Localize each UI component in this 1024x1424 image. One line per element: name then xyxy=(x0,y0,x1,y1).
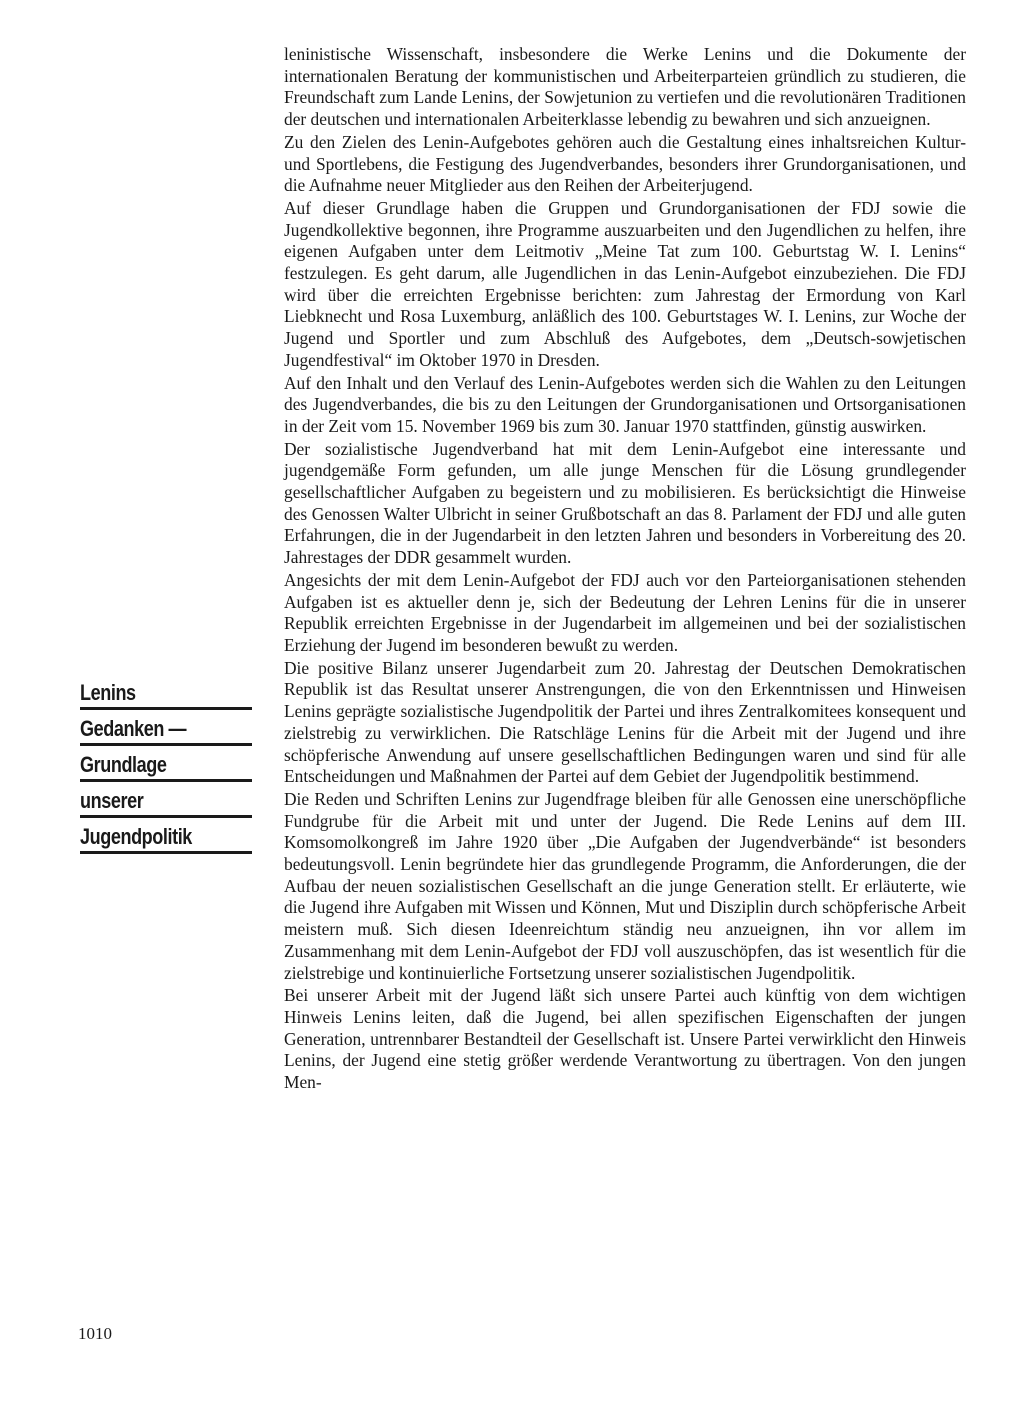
heading-line: Lenins xyxy=(80,680,136,705)
heading-rule xyxy=(80,815,252,818)
heading-line: Grundlage xyxy=(80,752,167,777)
heading-rule xyxy=(80,707,252,710)
heading-rule xyxy=(80,779,252,782)
main-text-column xyxy=(284,44,966,1095)
heading-rule xyxy=(80,743,252,746)
heading-line: Jugendpolitik xyxy=(80,824,192,849)
heading-line: Gedanken — xyxy=(80,716,187,741)
paragraph: Die positive Bilanz unserer Jugendarbeit zum 20. Jahrestag der Deutschen Demokratischen Republik ist das Resultat unserer Anstrengungen, die von den Erkenntnissen und Hinweisen Lenins geprägte sozialistische Jugendpolitik der Partei und ihres Zentralkomitees konsequent und zielstrebig zu verwirklichen. Die Ratschläge Lenins für die Arbeit mit der Jugend und ihre schöpferische Anwendung auf unsere gesellschaftlichen Bedingungen waren und sind für alle Entscheidungen und Maßnahmen der Partei auf dem Gebiet der Jugendpolitik bestimmend. xyxy=(284,657,966,787)
page-number: 1010 xyxy=(78,1324,112,1343)
sidebar-heading xyxy=(80,680,252,860)
paragraph: leninistische Wissenschaft, insbesondere die Werke Lenins und die Dokumente der internationalen Beratung der kommunistischen und Arbeiterparteien gründlich zu studieren, die Freundschaft zum Lande Lenins, der Sowjetunion zu vertiefen und die revolutionären Traditionen der deutschen und internationalen Arbeiterklasse lebendig zu bewahren und sich anzueignen. xyxy=(284,44,966,130)
paragraph: Die Reden und Schriften Lenins zur Jugendfrage bleiben für alle Genossen eine unerschöpfliche Fundgrube für die Arbeit mit und unter der Jugend. Die Rede Lenins auf dem III. Komsomolkongreß im Jahre 1920 über „Die Aufgaben der Jugendverbände“ ist besonders bedeutungsvoll. Lenin begründete hier das grundlegende Programm, die Anforderungen, die der Aufbau der neuen sozialistischen Gesellschaft an die junge Generation stellt. Er erläuterte, wie die Jugend ihre Aufgaben mit Wissen und Können, Mut und Disziplin durch schöpferische Arbeit meistern muß. Sich diesen Ideenreichtum ständig neu anzueignen, ihn vor allem im Zusammenhang mit dem Lenin-Aufgebot der FDJ voll auszuschöpfen, das ist wesentlich für die zielstrebige und kontinuierliche Fortsetzung unserer sozialistischen Jugendpolitik. xyxy=(284,788,966,983)
heading-rule xyxy=(80,851,252,854)
paragraph: Angesichts der mit dem Lenin-Aufgebot der FDJ auch vor den Parteiorganisationen stehenden Aufgaben ist es aktueller denn je, sich der Bedeutung der Lehren Lenins für die in unserer Republik erreichten Ergebnisse in der Jugendarbeit im allgemeinen und bei der sozialistischen Erziehung der Jugend im besonderen bewußt zu werden. xyxy=(284,569,966,655)
paragraph: Zu den Zielen des Lenin-Aufgebotes gehören auch die Gestaltung eines inhaltsreichen Kultur- und Sportlebens, die Festigung des Jugendverbandes, besonders ihrer Grundorganisationen, und die Aufnahme neuer Mitglieder aus den Reihen der Arbeiterjugend. xyxy=(284,131,966,196)
paragraph: Der sozialistische Jugendverband hat mit dem Lenin-Aufgebot eine interessante und jugendgemäße Form gefunden, um alle junge Menschen für die Lösung grundlegender gesellschaftlicher Aufgaben zu begeistern und zu mobilisieren. Es berücksichtigt die Hinweise des Genossen Walter Ulbricht in seiner Grußbotschaft an das 8. Parlament der FDJ und alle guten Erfahrungen, die in der Jugendarbeit in den letzten Jahren und besonders in Vorbereitung des 20. Jahrestages der DDR gesammelt wurden. xyxy=(284,438,966,568)
heading-line: unserer xyxy=(80,788,144,813)
paragraph: Auf den Inhalt und den Verlauf des Lenin-Aufgebotes werden sich die Wahlen zu den Leitungen des Jugendverbandes, die bis zu den Leitungen der Grundorganisationen und Ortsorganisationen in der Zeit vom 15. November 1969 bis zum 30. Januar 1970 stattfinden, günstig auswirken. xyxy=(284,372,966,436)
paragraph: Auf dieser Grundlage haben die Gruppen und Grundorganisationen der FDJ sowie die Jugendkollektive begonnen, ihre Programme auszuarbeiten und den Jugendlichen zu helfen, ihre eigenen Aufgaben unter dem Leitmotiv „Meine Tat zum 100. Geburtstag W. I. Lenins“ festzulegen. Es geht darum, alle Jugendlichen in das Lenin-Aufgebot einzubeziehen. Die FDJ wird über die erreichten Ergebnisse berichten: zum Jahrestag der Ermordung von Karl Liebknecht und Rosa Luxemburg, anläßlich des 100. Geburtstages W. I. Lenins, zur Woche der Jugend und Sportler und zum Abschluß des Aufgebotes, dem „Deutsch-sowjetischen Jugendfestival“ im Oktober 1970 in Dresden. xyxy=(284,197,966,370)
paragraph: Bei unserer Arbeit mit der Jugend läßt sich unsere Partei auch künftig von dem wichtigen Hinweis Lenins leiten, daß die Jugend, bei allen spezifischen Eigenschaften der jungen Generation, untrennbarer Bestandteil der Gesellschaft ist. Unsere Partei verwirklicht den Hinweis Lenins, der Jugend eine stetig größer werdende Verantwortung zu übertragen. Von den jungen Men- xyxy=(284,985,966,1093)
